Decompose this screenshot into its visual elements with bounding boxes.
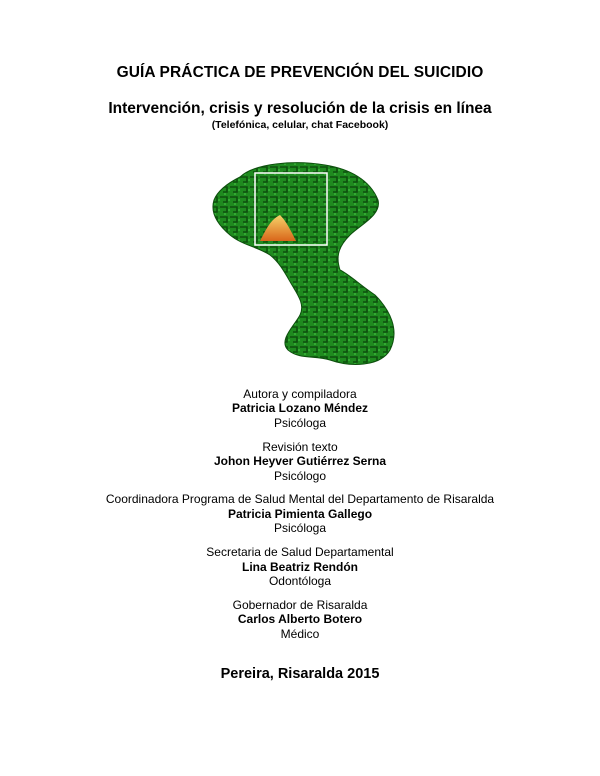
credit-name: Carlos Alberto Botero: [237, 612, 363, 627]
credit-name: Patricia Pimienta Gallego: [227, 506, 373, 521]
credit-title: Psicólogo: [273, 468, 327, 483]
credit-role: Secretaria de Salud Departamental: [206, 545, 394, 560]
credit-name: Lina Beatriz Rendón: [241, 559, 358, 574]
credit-role: Coordinadora Programa de Salud Mental del Departamento de Risaralda: [105, 492, 495, 507]
document-title: GUÍA PRÁCTICA DE PREVENCIÓN DEL SUICIDIO: [116, 64, 484, 81]
credit-coordinator: [0, 492, 600, 535]
credit-role: Gobernador de Risaralda: [232, 597, 368, 612]
credit-governor: [0, 598, 600, 641]
credits-section: [0, 387, 600, 651]
credit-title: Odontóloga: [268, 573, 332, 588]
credit-author: [0, 387, 600, 430]
green-maze-map-image: [200, 155, 400, 370]
credit-title: Psicóloga: [273, 521, 327, 536]
document-subtitle-note: (Telefónica, celular, chat Facebook): [211, 119, 389, 131]
credit-role: Revisión texto: [262, 439, 338, 454]
credit-name: Johon Heyver Gutiérrez Serna: [213, 454, 387, 469]
document-footer: Pereira, Risaralda 2015: [220, 666, 380, 682]
credit-role: Autora y compiladora: [243, 387, 357, 401]
credit-health-secretary: [0, 545, 600, 588]
credit-reviewer: [0, 440, 600, 483]
document-subtitle: Intervención, crisis y resolución de la crisis en línea: [108, 100, 492, 117]
credit-name: Patricia Lozano Méndez: [231, 401, 369, 416]
credit-title: Psicóloga: [273, 415, 327, 430]
credit-title: Médico: [280, 626, 320, 641]
